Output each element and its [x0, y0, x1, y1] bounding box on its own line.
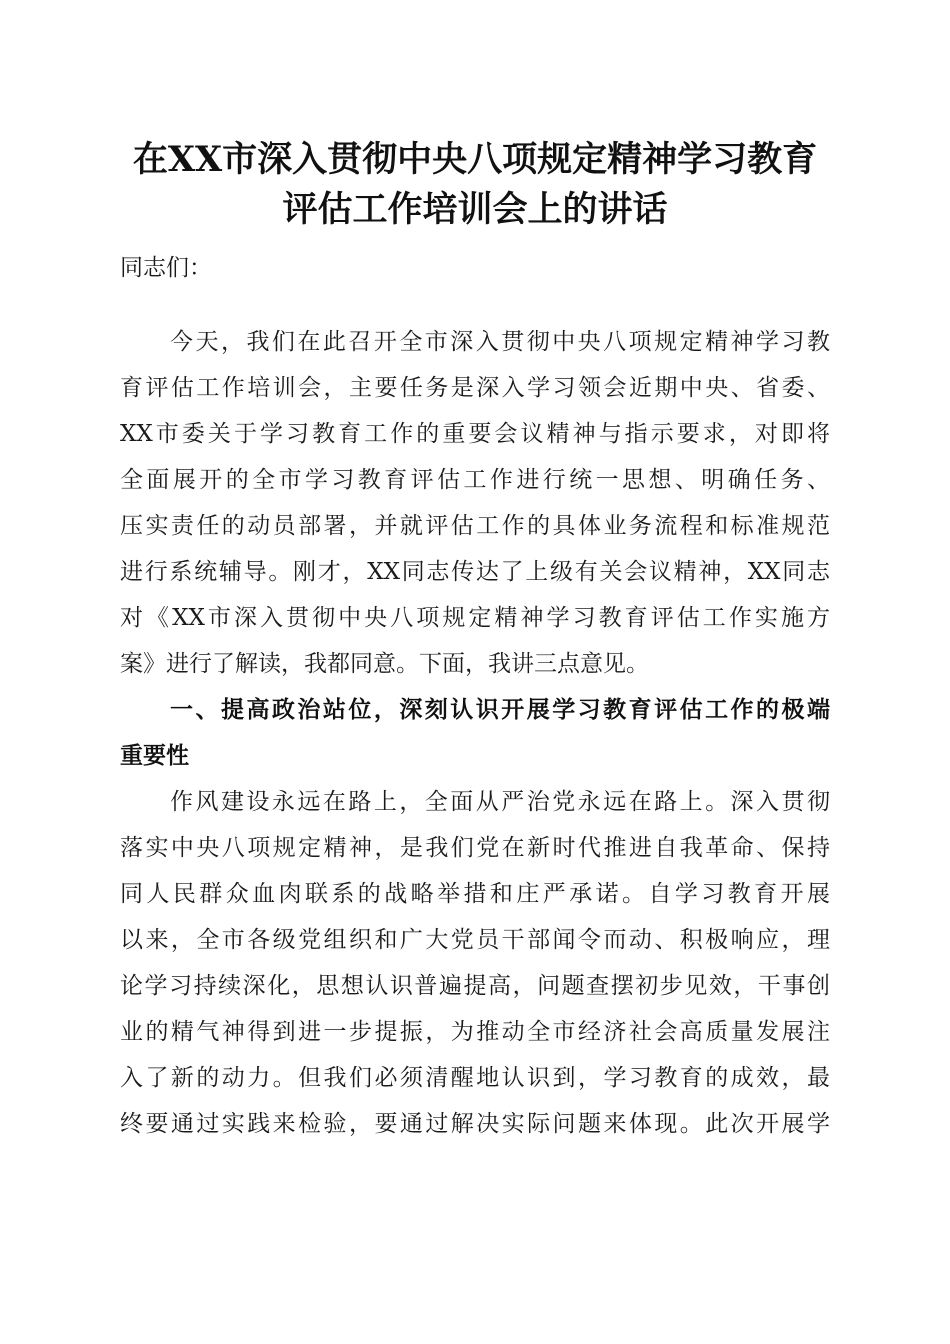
paragraph-line: 作风建设永远在路上，全面从严治党永远在路上。深入贯彻	[170, 789, 830, 815]
paragraph-line: 压实责任的动员部署，并就评估工作的具体业务流程和标准规范	[120, 513, 830, 539]
paragraph-line: 落实中央八项规定精神，是我们党在新时代推进自我革命、保持	[120, 835, 830, 861]
paragraph-line: 对《XX市深入贯彻中央八项规定精神学习教育评估工作实施方	[120, 605, 830, 631]
paragraph-line: XX市委关于学习教育工作的重要会议精神与指示要求，对即将	[120, 421, 830, 447]
paragraph-line: 育评估工作培训会，主要任务是深入学习领会近期中央、省委、	[120, 375, 830, 401]
section-heading-line: 一、提高政治站位，深刻认识开展学习教育评估工作的极端	[170, 697, 830, 723]
document-title-line-1: 在XX市深入贯彻中央八项规定精神学习教育	[132, 139, 818, 180]
paragraph-line: 进行系统辅导。刚才，XX同志传达了上级有关会议精神，XX同志	[120, 559, 830, 585]
paragraph-line: 案》进行了解读，我都同意。下面，我讲三点意见。	[120, 651, 649, 677]
salutation: 同志们：	[120, 255, 212, 281]
paragraph-line: 以来，全市各级党组织和广大党员干部闻令而动、积极响应，理	[120, 927, 830, 953]
paragraph-line: 业的精气神得到进一步提振，为推动全市经济社会高质量发展注	[120, 1019, 830, 1045]
document-title-line-2: 评估工作培训会上的讲话	[282, 189, 668, 230]
paragraph-line: 终要通过实践来检验，要通过解决实际问题来体现。此次开展学	[120, 1111, 830, 1137]
paragraph-line: 入了新的动力。但我们必须清醒地认识到，学习教育的成效，最	[120, 1065, 830, 1091]
section-heading-line: 重要性	[120, 743, 189, 769]
paragraph-line: 论学习持续深化，思想认识普遍提高，问题查摆初步见效，干事创	[120, 973, 830, 999]
paragraph-line: 同人民群众血肉联系的战略举措和庄严承诺。自学习教育开展	[120, 881, 830, 907]
paragraph-line: 今天，我们在此召开全市深入贯彻中央八项规定精神学习教	[170, 329, 830, 355]
paragraph-line: 全面展开的全市学习教育评估工作进行统一思想、明确任务、	[120, 467, 830, 493]
